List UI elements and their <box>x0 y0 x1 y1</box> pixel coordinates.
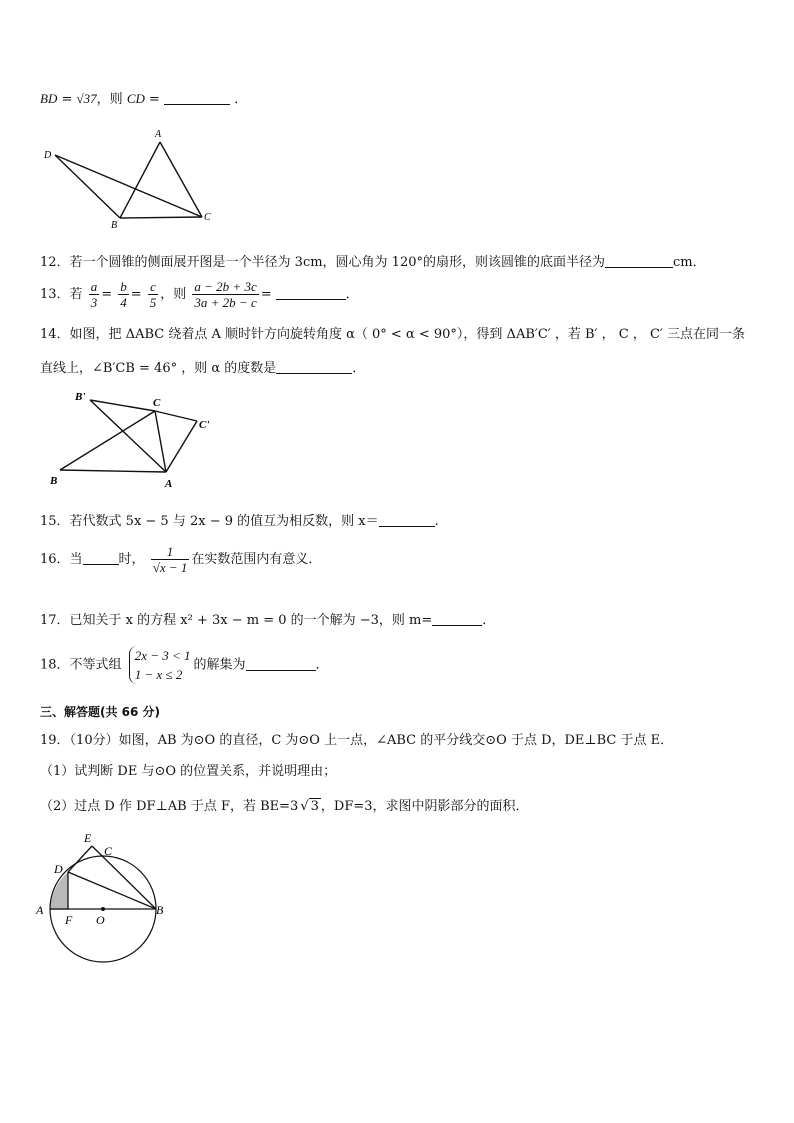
label-O: O <box>96 913 105 927</box>
answer-blank[interactable] <box>246 658 316 671</box>
question-19-part1: （1）试判断 DE 与⊙O 的位置关系，并说明理由； <box>40 764 337 779</box>
question-19-stem: 19．（10分）如图，AB 为⊙O 的直径，C 为⊙O 上一点，∠ABC 的平分线交⊙O 于点 D，DE⊥BC 于点 E． <box>40 733 674 748</box>
q11-answer-line: BD = √37，则 CD = ． <box>40 91 248 107</box>
answer-blank[interactable] <box>83 552 119 565</box>
inequality-system: 2x − 3 < 1 1 − x ≤ 2 <box>129 646 191 684</box>
label-A: A <box>165 478 173 490</box>
label-D: D <box>44 150 52 161</box>
label-A: A <box>36 903 44 917</box>
answer-blank[interactable] <box>432 613 482 626</box>
label-B: B <box>111 220 118 231</box>
question-15: 15．若代数式 5x − 5 与 2x − 9 的值互为相反数，则 x＝ . <box>40 514 439 529</box>
question-19-part2: （2）过点 D 作 DF⊥AB 于点 F，若 BE=3 √ 3 ，DF=3，求图中阴影部分的面积． <box>40 799 529 814</box>
question-17: 17．已知关于 x 的方程 x² + 3x − m = 0 的一个解为 −3，则 m= ． <box>40 613 496 628</box>
label-C: C <box>104 844 113 858</box>
label-Bprime: B' <box>75 391 86 403</box>
label-B: B <box>156 903 164 917</box>
section-heading: 三、解答题(共 66 分) <box>40 705 161 719</box>
figure-q19-circle <box>32 828 180 962</box>
label-D: D <box>54 862 63 876</box>
answer-blank[interactable] <box>379 514 435 527</box>
question-12: 12．若一个圆锥的侧面展开图是一个半径为 3cm，圆心角为 120°的扇形，则该圆锥的底面半径为 cm． <box>40 255 706 270</box>
answer-blank[interactable] <box>164 92 230 105</box>
label-B: B <box>50 475 58 487</box>
figure-q11-triangle <box>40 125 220 231</box>
answer-blank[interactable] <box>276 361 352 374</box>
figure-q14-rotation <box>45 388 225 493</box>
label-A: A <box>155 129 162 140</box>
label-C: C <box>153 397 161 409</box>
center-point <box>101 907 105 911</box>
question-13: 13．若 $\frac{a}{3}$ = $\frac{b}{4}$ = $\frac{c}{5}$ ，则 $\frac{a - 2b + 3c}{3a + 2b - c}$ = ． <box>40 279 359 310</box>
question-16: 16．当 时， $\frac{1}{√x - 1}$ 在实数范围内有意义． <box>40 544 322 575</box>
label-E: E <box>84 831 92 845</box>
answer-blank[interactable] <box>276 287 346 300</box>
answer-blank[interactable] <box>605 255 673 268</box>
label-C: C <box>204 212 211 223</box>
label-Cprime: C' <box>199 419 210 431</box>
question-14-line1: 14．如图，把 ΔABC 绕着点 A 顺时针方向旋转角度 α（ 0° < α < 90°），得到 ΔAB′C′ ，若 B′ ， C ， C′ 三点在同一条 <box>40 327 746 342</box>
label-F: F <box>65 913 73 927</box>
question-18: 18．不等式组 2x − 3 < 1 1 − x ≤ 2 的解集为 ． <box>40 648 329 682</box>
question-14-line2: 直线上，∠B′CB = 46° ，则 α 的度数是 ． <box>40 361 366 376</box>
